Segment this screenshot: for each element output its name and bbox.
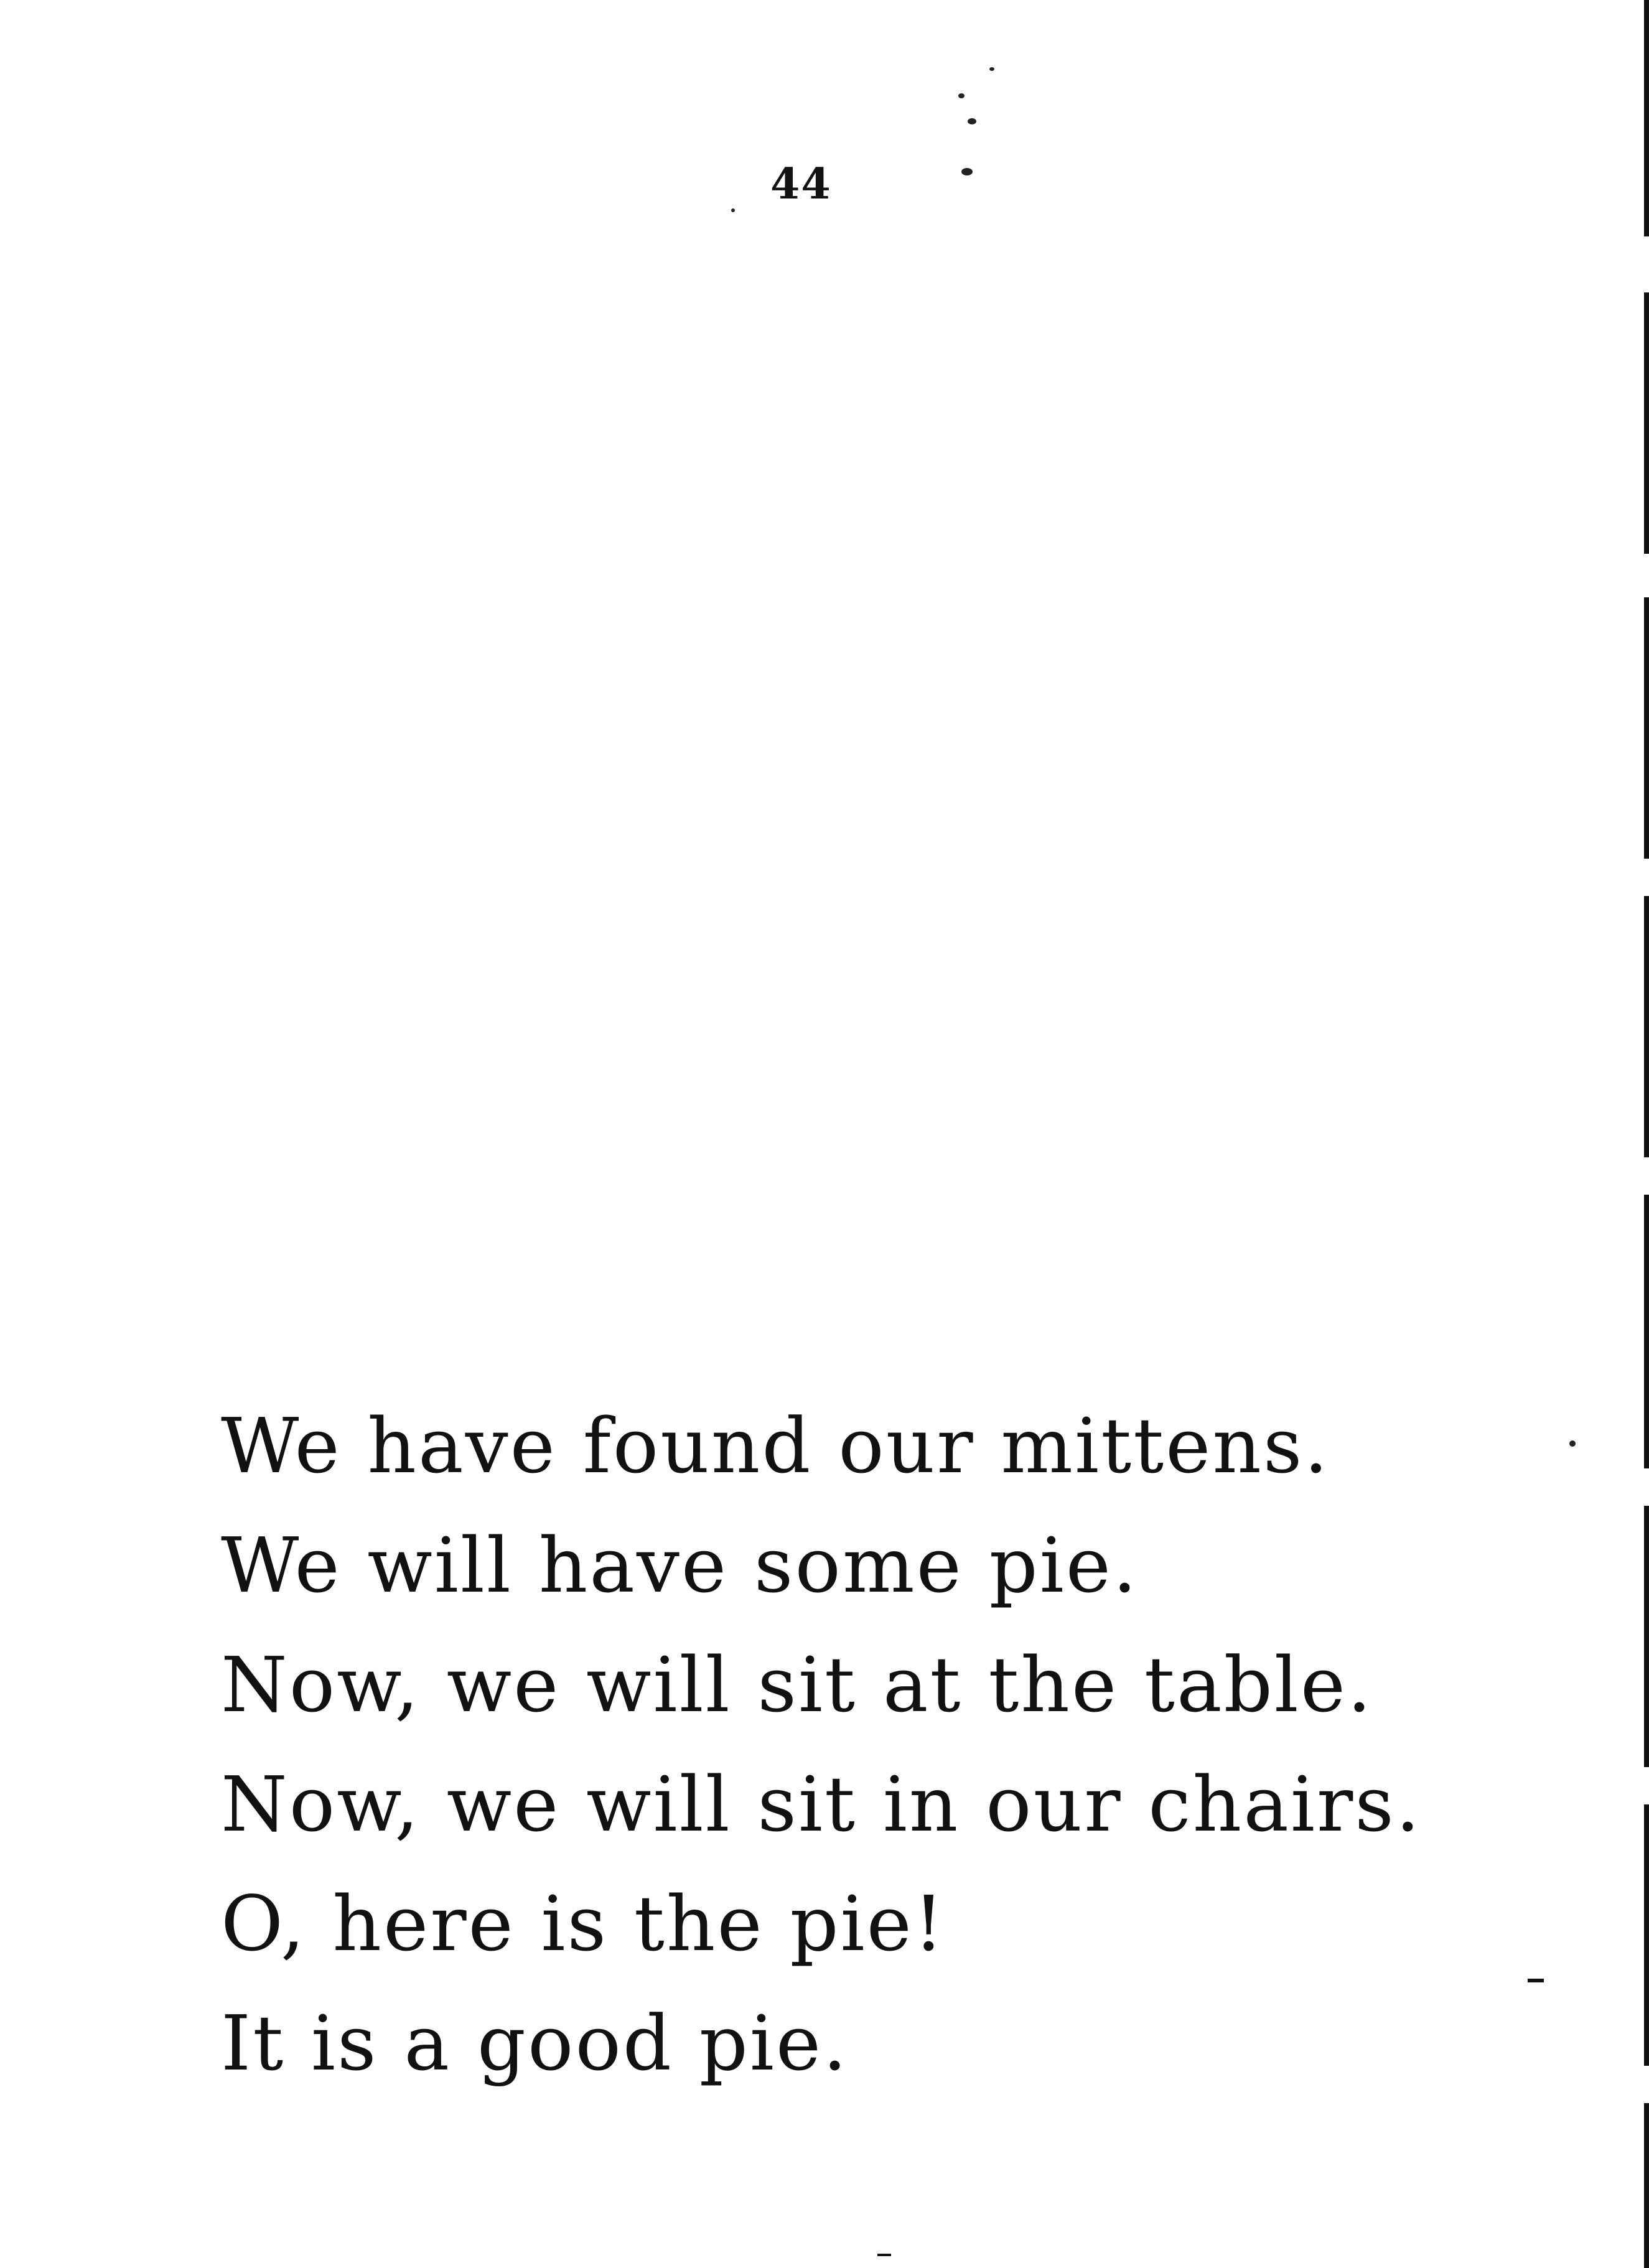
binding-edge <box>1644 2103 1649 2268</box>
binding-edge <box>1644 1195 1649 1468</box>
verse-line: Now, we will sit at the table. <box>221 1641 1373 1729</box>
page-number: 44 <box>770 159 832 209</box>
verse-line: O, here is the pie! <box>221 1880 946 1968</box>
binding-edge <box>1644 0 1649 236</box>
ink-speck <box>989 67 994 71</box>
binding-edge <box>1644 1804 1649 2066</box>
ink-speck <box>958 93 965 98</box>
binding-edge <box>1644 896 1649 1157</box>
binding-edge <box>1644 292 1649 554</box>
ink-speck <box>968 118 976 124</box>
verse-text <box>221 1386 1422 2103</box>
verse-line: We will have some pie. <box>221 1521 1139 1610</box>
ink-speck <box>1569 1440 1576 1447</box>
ink-speck <box>961 168 973 175</box>
binding-edge <box>1644 1506 1649 1767</box>
binding-edge <box>1644 597 1649 859</box>
ink-mark <box>877 2254 891 2256</box>
verse-line: It is a good pie. <box>221 1999 849 2088</box>
ink-mark <box>1528 1979 1544 1982</box>
ink-speck <box>731 208 735 212</box>
verse-line: We have found our mittens. <box>221 1402 1330 1490</box>
verse-line: Now, we will sit in our chairs. <box>221 1760 1422 1849</box>
